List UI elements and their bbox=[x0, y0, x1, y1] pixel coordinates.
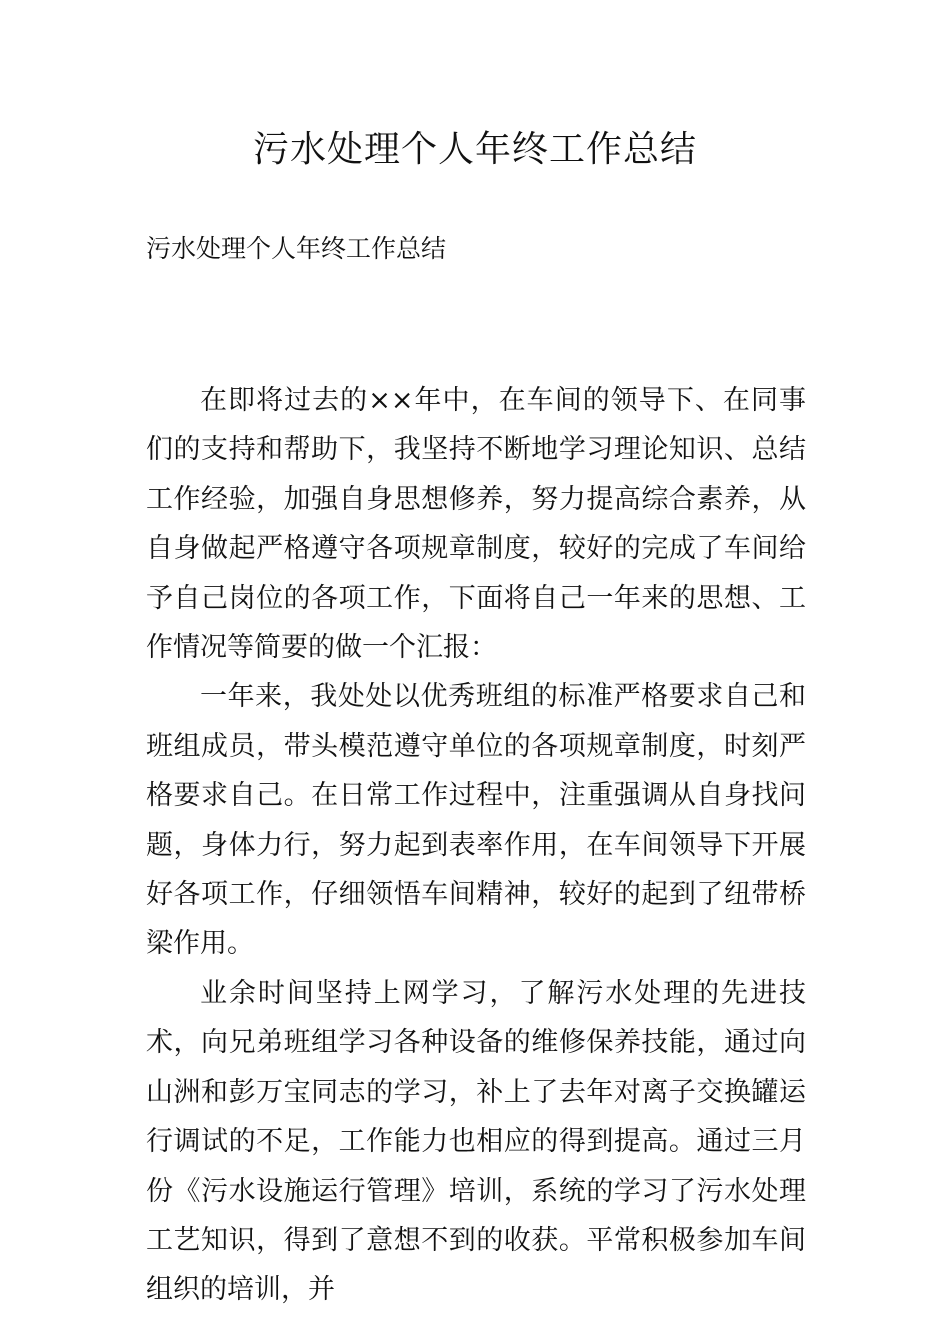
paragraph: 一年来，我处处以优秀班组的标准严格要求自己和班组成员，带头模范遵守单位的各项规章制度，时刻严格要求自己。在日常工作过程中，注重强调从自身找问题，身体力行，努力起到表率作用，在车间领导下开展好各项工作，仔细领悟车间精神，较好的起到了纽带桥梁作用。 bbox=[146, 681, 806, 960]
paragraph: 在即将过去的××年中，在车间的领导下、在同事们的支持和帮助下，我坚持不断地学习理论知识、总结工作经验，加强自身思想修养，努力提高综合素养，从自身做起严格遵守各项规章制度，较好的完成了车间给予自己岗位的各项工作，下面将自己一年来的思想、工作情况等简要的做一个汇报： bbox=[146, 385, 806, 664]
document-body bbox=[146, 376, 806, 1306]
paragraph: 业余时间坚持上网学习，了解污水处理的先进技术，向兄弟班组学习各种设备的维修保养技能，通过向山洲和彭万宝同志的学习，补上了去年对离子交换罐运行调试的不足，工作能力也相应的得到提高。通过三月份《污水设施运行管理》培训，系统的学习了污水处理工艺知识，得到了意想不到的收获。平常积极参加车间组织的培训，并 bbox=[146, 977, 806, 1306]
document-subtitle: 污水处理个人年终工作总结 bbox=[146, 234, 447, 263]
document-title: 污水处理个人年终工作总结 bbox=[252, 129, 697, 170]
